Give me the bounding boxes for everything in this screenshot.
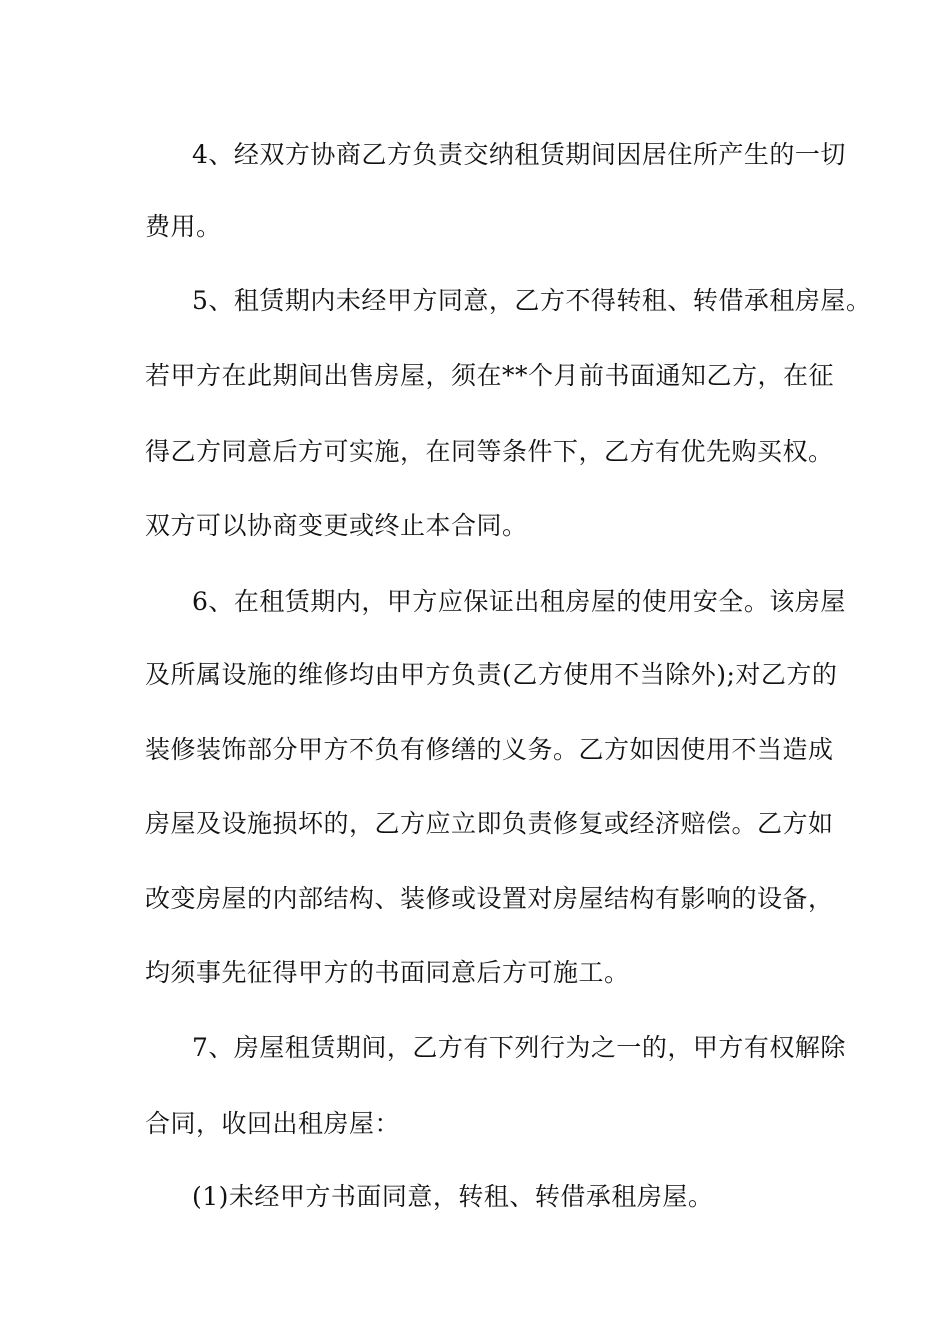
paragraph-5-line-1: 5、租赁期内未经甲方同意，乙方不得转租、转借承租房屋。 [192,286,872,315]
paragraph-5-line-3: 得乙方同意后方可实施，在同等条件下，乙方有优先购买权。 [145,437,834,466]
paragraph-5-line-2: 若甲方在此期间出售房屋，须在**个月前书面通知乙方，在征 [145,361,835,390]
paragraph-7-line-2: 合同，收回出租房屋： [145,1109,401,1138]
clause-7-item-1: (1)未经甲方书面同意，转租、转借承租房屋。 [192,1182,714,1211]
paragraph-6-line-2: 及所属设施的维修均由甲方负责(乙方使用不当除外);对乙方的 [145,660,838,689]
paragraph-7-line-1: 7、房屋租赁期间，乙方有下列行为之一的，甲方有权解除 [192,1033,846,1062]
paragraph-6-line-5: 改变房屋的内部结构、装修或设置对房屋结构有影响的设备， [145,884,834,913]
paragraph-4-line-2: 费用。 [145,212,222,241]
paragraph-6-line-4: 房屋及设施损坏的，乙方应立即负责修复或经济赔偿。乙方如 [145,809,834,838]
paragraph-5-line-4: 双方可以协商变更或终止本合同。 [145,511,528,540]
paragraph-6-line-3: 装修装饰部分甲方不负有修缮的义务。乙方如因使用不当造成 [145,735,834,764]
paragraph-6-line-1: 6、在租赁期内，甲方应保证出租房屋的使用安全。该房屋 [192,587,846,616]
paragraph-6-line-6: 均须事先征得甲方的书面同意后方可施工。 [145,958,630,987]
paragraph-4-line-1: 4、经双方协商乙方负责交纳租赁期间因居住所产生的一切 [192,140,846,169]
